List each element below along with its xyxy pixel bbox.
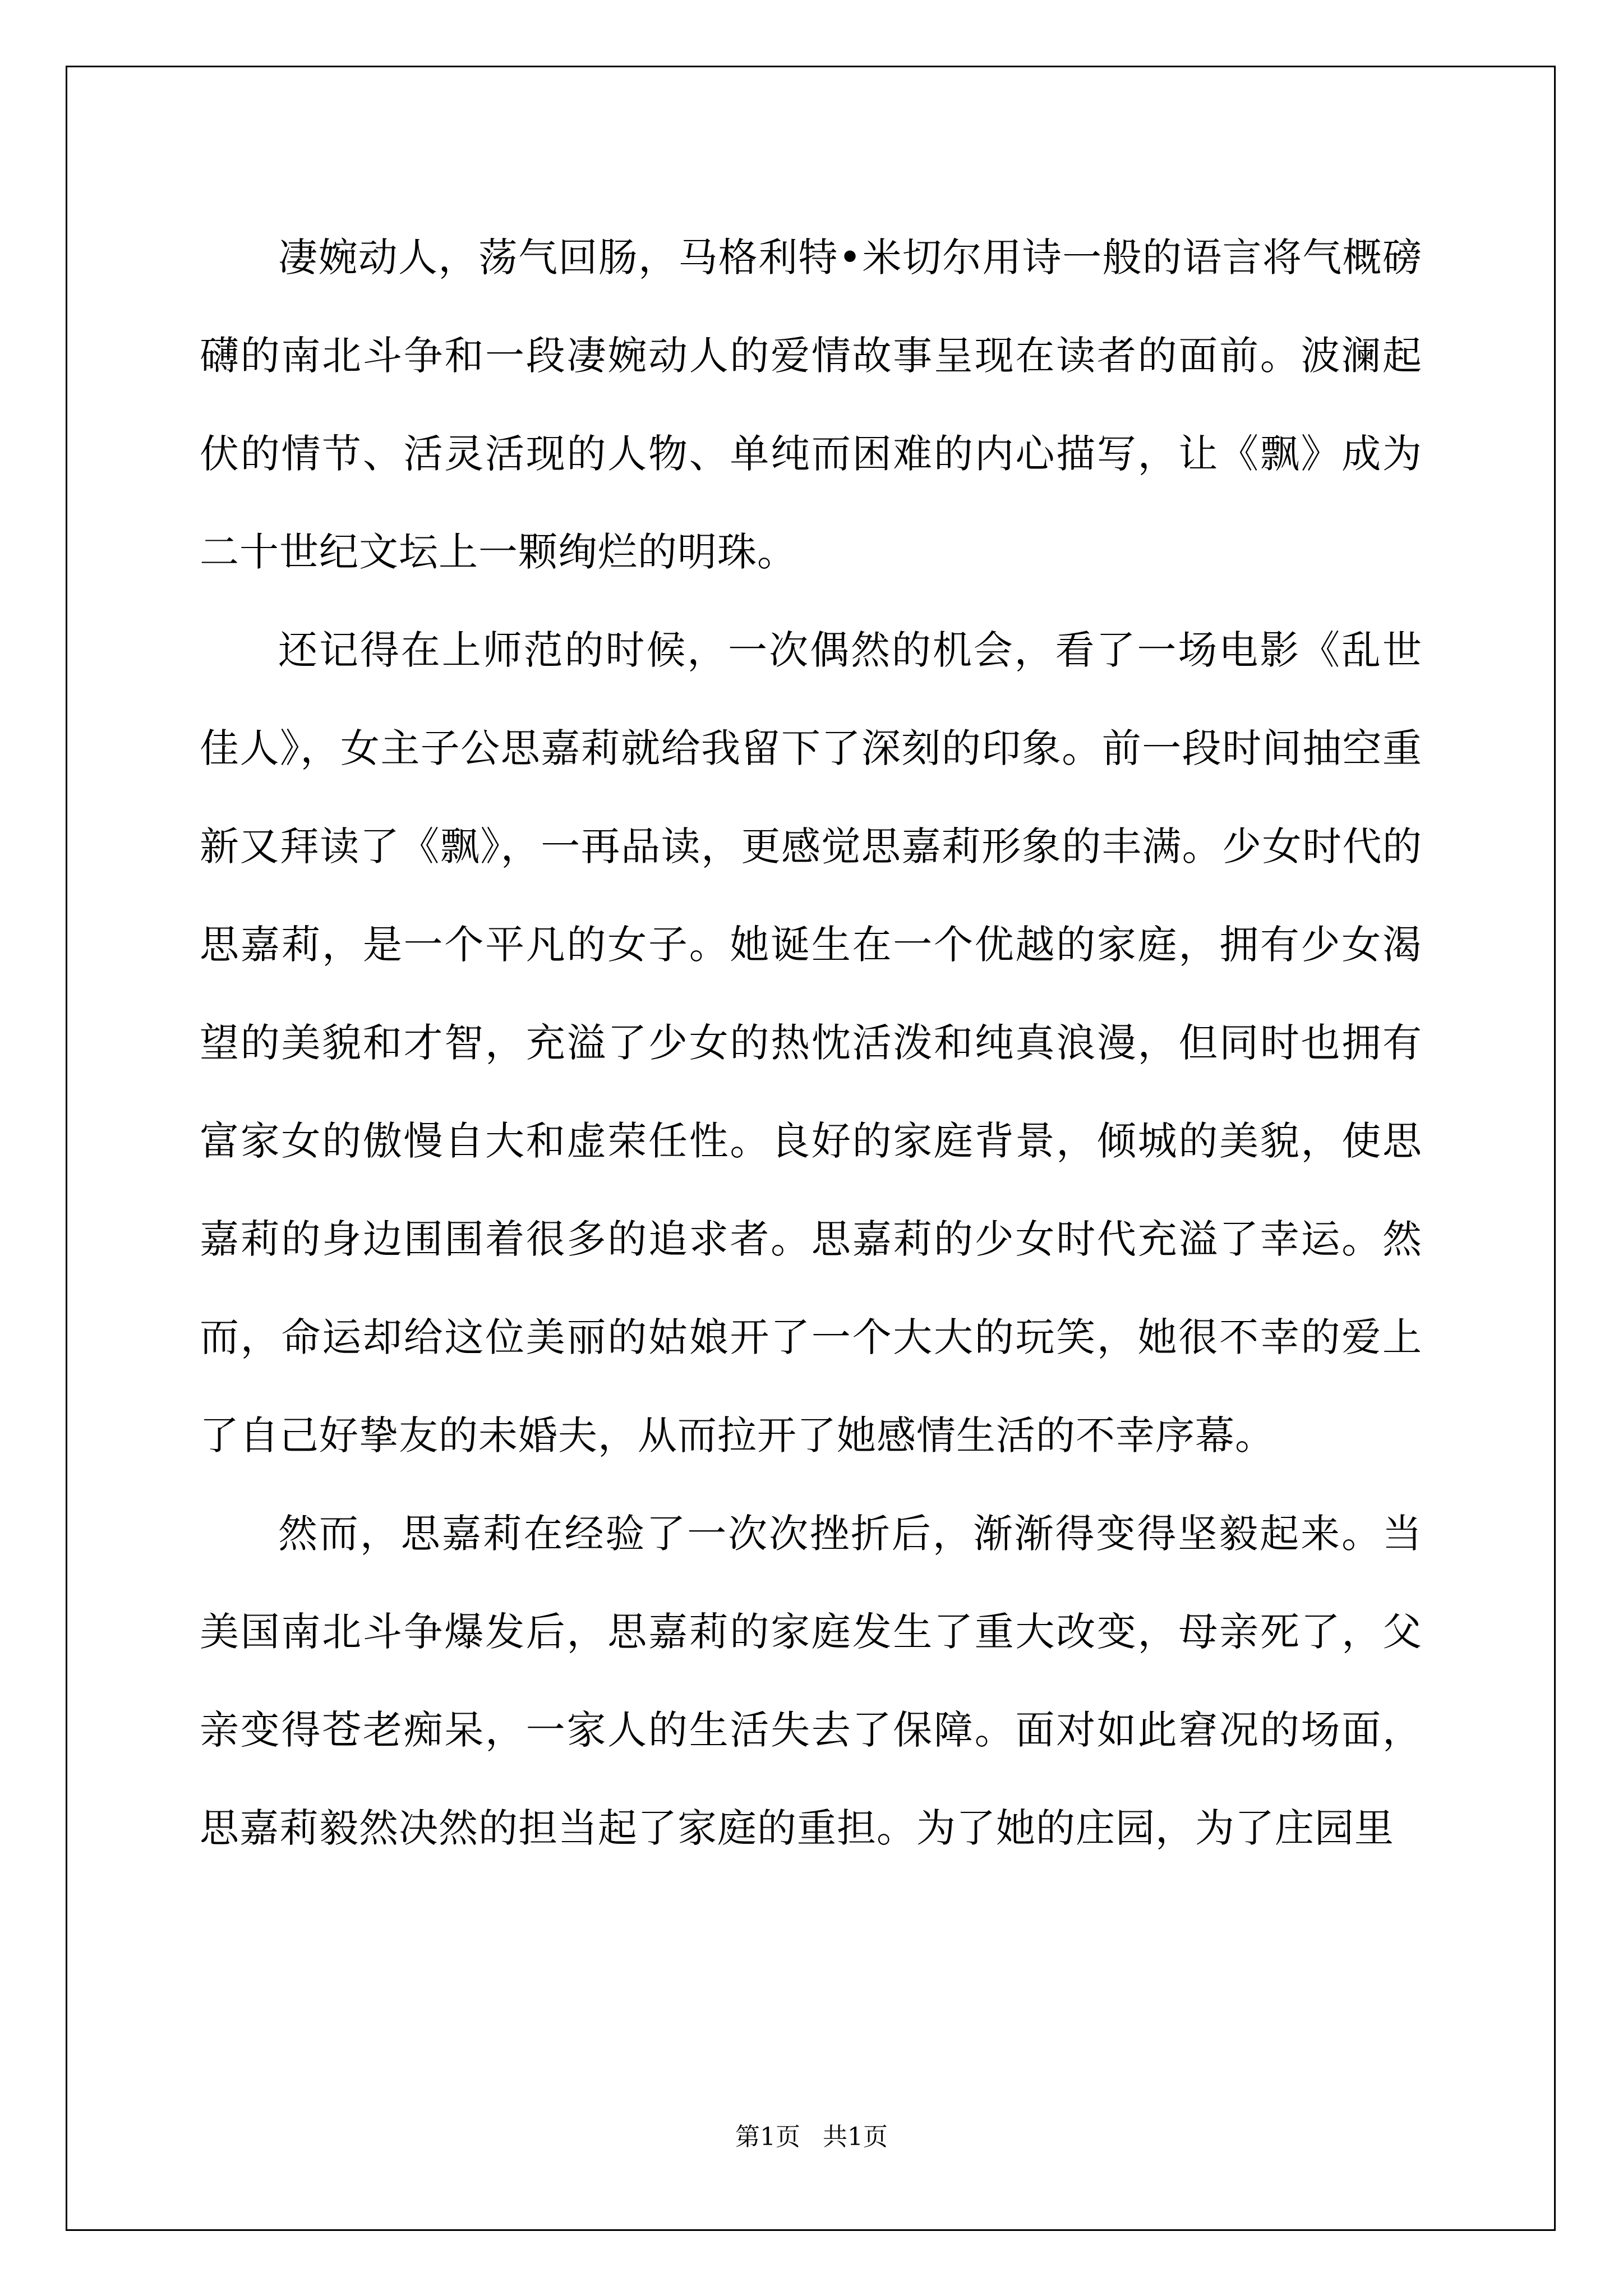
paragraph-2: 还记得在上师范的时候，一次偶然的机会，看了一场电影《乱世佳人》，女主子公思嘉莉就给我留下了深刻的印象。前一段时间抽空重新又拜读了《飘》，一再品读，更感觉思嘉莉形象的丰满。少女时代的思嘉莉，是一个平凡的女子。她诞生在一个优越的家庭，拥有少女渴望的美貌和才智，充溢了少女的热忱活泼和纯真浪漫，但同时也拥有富家女的傲慢自大和虚荣任性。良好的家庭背景，倾城的美貌，使思嘉莉的身边围围着很多的追求者。思嘉莉的少女时代充溢了幸运。然而，命运却给这位美丽的姑娘开了一个大大的玩笑，她很不幸的爱上了自己好挚友的未婚夫，从而拉开了她感情生活的不幸序幕。 [200, 627, 1422, 1458]
page-footer [0, 2120, 1623, 2154]
page-number-total: 共1页 [823, 2123, 888, 2151]
paragraph-1: 凄婉动人，荡气回肠，马格利特•米切尔用诗一般的语言将气概磅礴的南北斗争和一段凄婉动人的爱情故事呈现在读者的面前。波澜起伏的情节、活灵活现的人物、单纯而困难的内心描写，让《飘》成为二十世纪文坛上一颗绚烂的明珠。 [200, 234, 1422, 575]
paragraph-3: 然而，思嘉莉在经验了一次次挫折后，渐渐得变得坚毅起来。当美国南北斗争爆发后，思嘉莉的家庭发生了重大改变，母亲死了，父亲变得苍老痴呆，一家人的生活失去了保障。面对如此窘况的场面，思嘉莉毅然决然的担当起了家庭的重担。为了她的庄园，为了庄园里 [200, 1511, 1422, 1851]
page-number-current: 第1页 [735, 2123, 800, 2151]
document-body [200, 209, 1422, 1878]
